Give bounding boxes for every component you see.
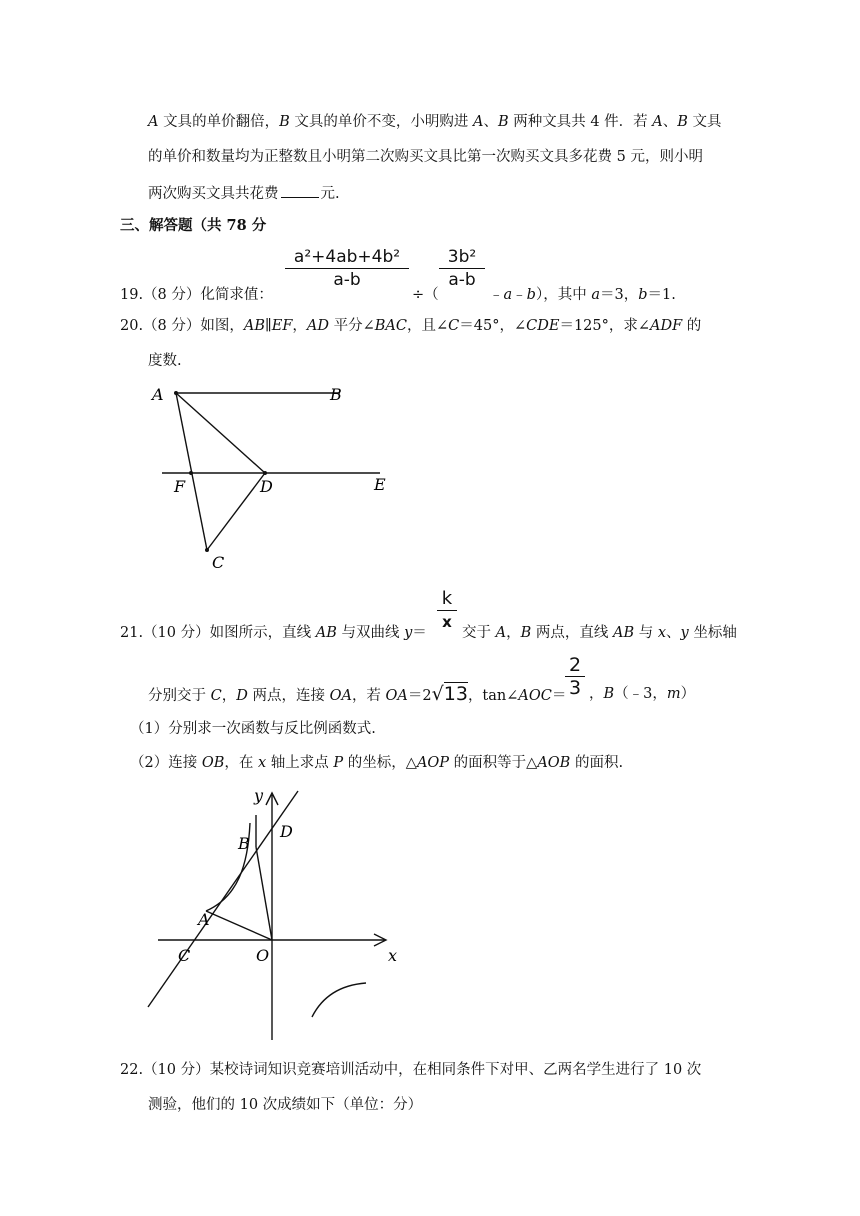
q19-fraction-2: 3b² a-b [439,246,485,291]
q21-sub-2: （2）连接 OB，在 x 轴上求点 P 的坐标，△AOP 的面积等于△AOB 的面积. [130,755,624,771]
label-d: D [260,477,273,496]
label-a: A [198,910,210,929]
label-a: A [152,385,164,404]
q21-line-2: 分别交于 C，D 两点，连接 OA，若 OA＝2√13，tan∠AOC＝ [148,683,567,705]
label-x: x [388,946,398,965]
label-y: y [254,786,264,805]
q21-k-over-x: k x [437,588,457,633]
q21-sub-1: （1）分别求一次函数与反比例函数式. [130,721,376,737]
line-ab [148,791,298,1007]
q18-line-1: A 文具的单价翻倍，B 文具的单价不变，小明购进 A、B 两种文具共 4 件．若 A、B 文具 [148,114,722,130]
label-b: B [330,385,342,404]
point-d [263,471,267,475]
label-o: O [256,946,270,965]
q20-figure [140,380,400,580]
q20-line-2: 度数. [148,353,182,369]
q18-line-2: 的单价和数量均为正整数且小明第二次购买文具比第一次购买文具多花费 5 元，则小明 [148,149,703,165]
segment-ob [256,847,272,940]
label-f: F [174,477,186,496]
label-d: D [280,822,293,841]
label-c: C [212,553,225,572]
section-3-heading: 三、解答题（共 78 分 [120,217,267,234]
point-a [174,391,178,395]
q21-figure [140,785,400,1045]
q21-line-1: 21.（10 分）如图所示，直线 AB 与双曲线 y＝ [120,625,427,641]
answer-blank [281,183,319,198]
q20-line-1: 20.（8 分）如图，AB∥EF，AD 平分∠BAC，且∠C＝45°，∠CDE＝125°，求∠ADF 的 [120,318,702,334]
q21-line-2-tail: ，B（﹣3，m） [589,686,696,702]
q19-fraction-1: a²+4ab+4b² a-b [285,246,409,291]
q19-division: ÷（ [412,287,439,303]
point-f [189,471,193,475]
q19-prefix: 19.（8 分）化简求值： [120,287,273,303]
hyperbola-branch-right [312,983,366,1017]
sqrt-13: √13 [431,683,468,705]
q21-tan-fraction: 2 3 [565,654,585,699]
label-e: E [374,475,386,494]
label-c: C [178,946,191,965]
q21-line-1-tail: 交于 A，B 两点，直线 AB 与 x、y 坐标轴 [462,625,737,641]
point-c [205,548,209,552]
segment-oa [206,911,272,940]
q22-line-2: 测验，他们的 10 次成绩如下（单位：分） [148,1097,423,1113]
label-b: B [238,834,250,853]
q22-line-1: 22.（10 分）某校诗词知识竞赛培训活动中，在相同条件下对甲、乙两名学生进行了 10 次 [120,1062,702,1078]
line-dc [207,473,265,550]
q18-line-3: 两次购买文具共花费 元. [148,183,340,204]
q19-tail: ﹣a﹣b），其中 a＝3，b＝1. [489,287,676,303]
